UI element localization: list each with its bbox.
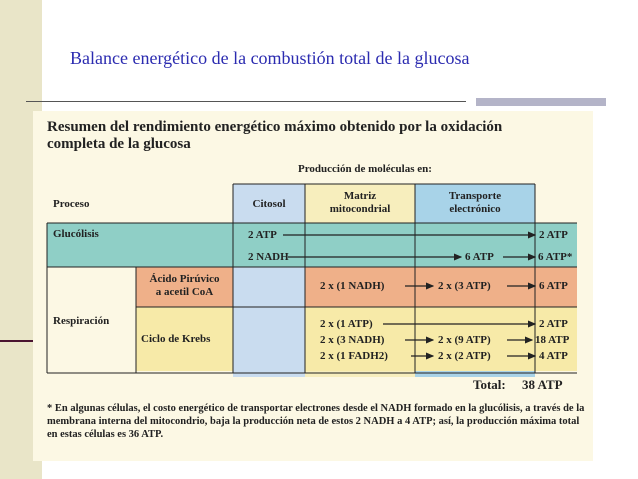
- krebs-nadh: 2 x (3 NADH): [320, 334, 385, 346]
- acido-nadh: 2 x (1 NADH): [320, 280, 385, 292]
- krebs-result-1: 2 ATP: [539, 318, 568, 330]
- krebs-2atp: 2 x (2 ATP): [438, 350, 491, 362]
- glucolisis-result-2: 6 ATP*: [538, 251, 573, 263]
- energy-balance-figure: [33, 111, 593, 461]
- total-line: [473, 377, 563, 393]
- col-header-matriz-line2: mitocondrial: [329, 203, 391, 215]
- col-header-transporte-line1: Transporte: [448, 190, 502, 202]
- row-label-krebs: Ciclo de Krebs: [141, 333, 211, 345]
- krebs-result-2: 18 ATP: [535, 334, 570, 346]
- glucolisis-nadh: 2 NADH: [248, 251, 289, 263]
- col-header-proceso: Proceso: [53, 198, 90, 210]
- figure-heading-line1: Resumen del rendimiento energético máximo obtenido por la oxidación: [47, 119, 503, 135]
- title-divider: [26, 101, 466, 102]
- col-header-matriz-line1: Matriz: [343, 190, 377, 202]
- glucolisis-atp: 2 ATP: [248, 229, 277, 241]
- krebs-atp: 2 x (1 ATP): [320, 318, 373, 330]
- row-label-respiracion: Respiración: [53, 315, 110, 327]
- total-value: 38 ATP: [522, 377, 563, 392]
- acido-result: 6 ATP: [539, 280, 568, 292]
- glucolisis-result-1: 2 ATP: [539, 229, 568, 241]
- figure-heading-line2: completa de la glucosa: [47, 136, 191, 152]
- acido-atp: 2 x (3 ATP): [438, 280, 491, 292]
- row-label-acido-line1: Ácido Pirúvico: [149, 273, 220, 285]
- footnote: * En algunas células, el costo energético de transportar electrones desde el NADH formado en la glucólisis, a través de la membrana interna del mitocondrio, baja la producción neta de estos 2 NADH a 4 ATP; así, la producción máxima total en estas células es 36 ATP.: [47, 403, 585, 440]
- col-header-citosol: Citosol: [252, 198, 286, 210]
- krebs-9atp: 2 x (9 ATP): [438, 334, 491, 346]
- row-label-acido-line2: a acetil CoA: [155, 286, 214, 298]
- production-header: Producción de moléculas en:: [298, 163, 432, 175]
- krebs-fadh: 2 x (1 FADH2): [320, 350, 388, 362]
- krebs-result-3: 4 ATP: [539, 350, 568, 362]
- total-label: Total:: [473, 377, 506, 392]
- title-divider-accent: [476, 98, 606, 106]
- row-label-glucolisis: Glucólisis: [53, 228, 99, 240]
- col-header-transporte-line2: electrónico: [449, 203, 501, 215]
- slide-title: Balance energético de la combustión total de la glucosa: [70, 48, 470, 68]
- glucolisis-6atp: 6 ATP: [465, 251, 494, 263]
